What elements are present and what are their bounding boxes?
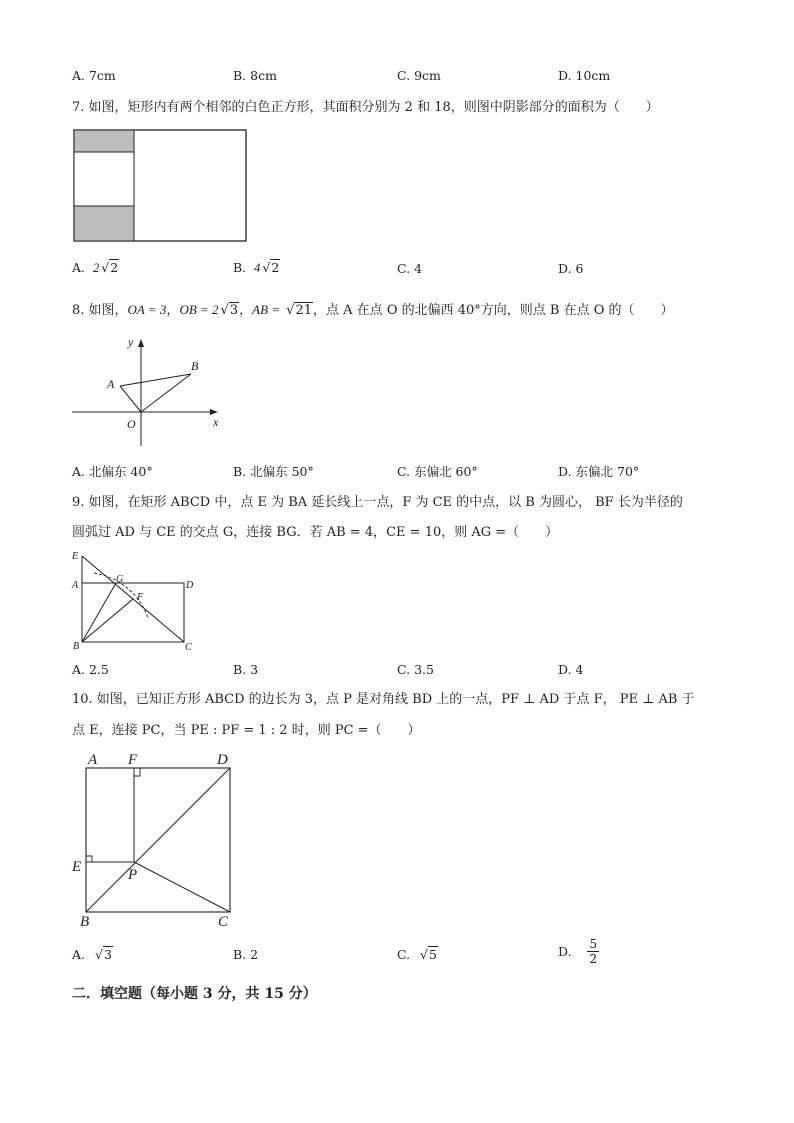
q9-label-e: E — [72, 551, 79, 562]
q9-text-line1: 9. 如图，在矩形 ABCD 中，点 E 为 BA 延长线上一点，F 为 CE 的中点，以 B 为圆心， BF 长为半径的 — [72, 495, 683, 510]
q7-figure — [72, 128, 248, 244]
q10-label-b: B — [80, 914, 90, 930]
q10-option-b: B. 2 — [233, 947, 259, 962]
section-2-title: 二．填空题（每小题 3 分，共 15 分） — [72, 986, 317, 1002]
q7-option-d: D. 6 — [558, 261, 584, 276]
q10-label-c: C — [218, 914, 229, 930]
q10-option-c: C. √5 — [397, 947, 437, 962]
q10-label-a: A — [88, 752, 98, 768]
q10-figure — [72, 750, 242, 930]
q10-option-d: D. $\frac{5}{2}$ — [558, 937, 598, 966]
q9-option-a: A. 2.5 — [72, 662, 109, 677]
q7-option-a: A. 2 √2 — [72, 260, 119, 275]
q8-figure — [70, 334, 230, 434]
q10-text-line1: 10. 如图，已知正方形 ABCD 的边长为 3，点 P 是对角线 BD 上的一点，PF ⊥ AD 于点 F， PE ⊥ AB 于 — [72, 692, 695, 707]
q10-option-a: A. √3 — [72, 947, 112, 962]
q10-label-e: E — [72, 859, 82, 875]
q9-label-f: F — [137, 592, 144, 603]
q7-option-c: C. 4 — [397, 261, 423, 276]
q6-option-d: D. 10cm — [558, 68, 611, 83]
q6-option-c: C. 9cm — [397, 68, 441, 83]
q8-label-x: x — [213, 415, 219, 429]
q9-label-a: A — [72, 580, 79, 591]
q9-label-c: C — [185, 642, 192, 653]
q8-label-a: A — [107, 377, 115, 391]
q9-label-b: B — [73, 641, 80, 652]
q9-option-c: C. 3.5 — [397, 662, 434, 677]
q9-option-d: D. 4 — [558, 662, 584, 677]
q7-text: 7. 如图，矩形内有两个相邻的白色正方形，其面积分别为 2 和 18，则图中阴影部分的面积为（ ） — [72, 100, 659, 115]
q7-option-b: B. 4 √2 — [233, 260, 280, 275]
q10-label-d: D — [217, 752, 228, 768]
q8-option-d: D. 东偏北 70° — [558, 464, 640, 479]
q8-label-b: B — [191, 359, 199, 373]
q6-option-a: A. 7cm — [72, 68, 116, 83]
q9-label-d: D — [186, 580, 194, 591]
q8-label-o: O — [127, 417, 136, 431]
q6-option-b: B. 8cm — [233, 68, 277, 83]
q8-label-y: y — [128, 335, 134, 349]
q9-label-g: G — [116, 574, 124, 585]
q10-label-p: P — [128, 867, 138, 883]
q9-figure — [72, 550, 202, 653]
q9-text-line2: 圆弧过 AD 与 CE 的交点 G，连接 BG．若 AB = 4，CE = 10，则 AG =（ ） — [72, 525, 559, 540]
q10-text-line2: 点 E，连接 PC，当 PE : PF = 1 : 2 时，则 PC =（ ） — [72, 723, 421, 738]
q10-label-f: F — [128, 752, 138, 768]
q8-option-c: C. 东偏北 60° — [397, 464, 478, 479]
q8-option-a: A. 北偏东 40° — [72, 464, 153, 479]
q8-text: 8. 如图，OA = 3，OB = 2 √3，AB = √21，点 A 在点 O 的北偏西 40°方向，则点 B 在点 O 的（ ） — [72, 302, 674, 318]
q8-option-b: B. 北偏东 50° — [233, 464, 314, 479]
q9-option-b: B. 3 — [233, 662, 259, 677]
